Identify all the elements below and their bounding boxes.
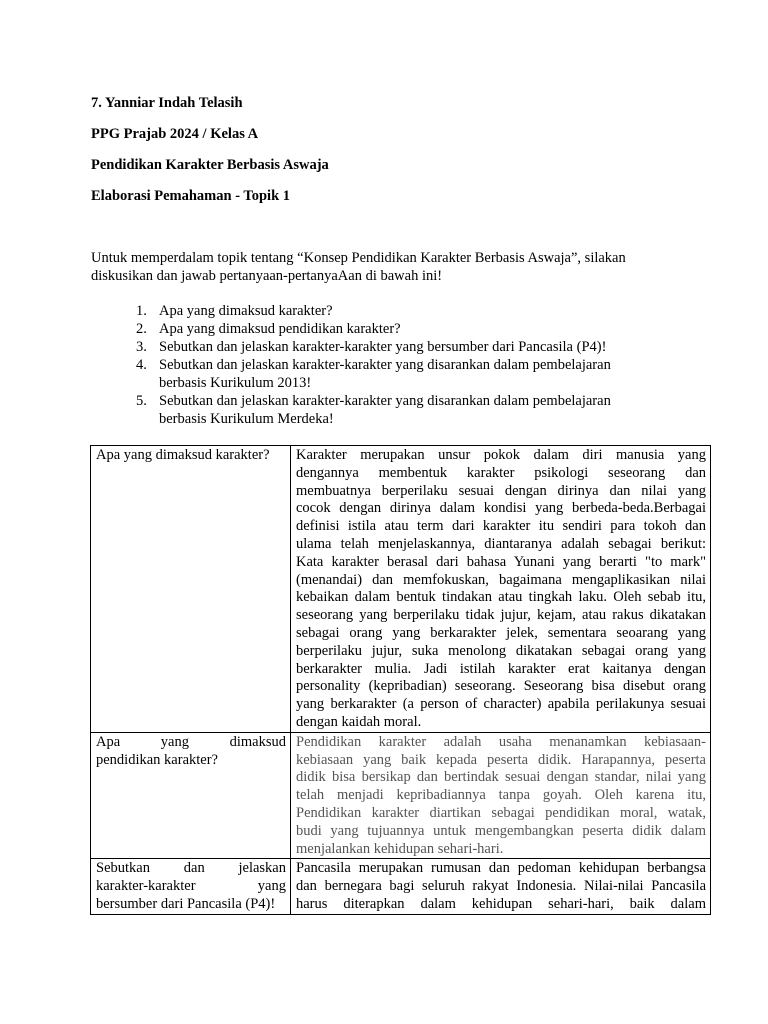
- cell-line: Pendidikan karakter diartikan sebagai pendidikan moral, watak,: [296, 804, 706, 821]
- program-class: PPG Prajab 2024 / Kelas A: [91, 126, 259, 142]
- question-item: [91, 320, 681, 338]
- cell-line: sebagai orang yang berkarakter jelek, sementara seoarang yang: [296, 624, 706, 641]
- cell-line: Sebutkan dan jelaskan: [96, 860, 286, 877]
- cell-line: pendidikan karakter?: [96, 751, 218, 768]
- question-cell: [91, 446, 291, 733]
- cell-line: Kata karakter berasal dari bahasa Yunani yang berarti "to mark": [296, 553, 706, 570]
- cell-line: definisi istila atau term dari karakter itu sendiri para tokoh dan: [296, 518, 706, 535]
- cell-line: berkarakter mulia. Jadi istilah karakter erat kaitanya dengan: [296, 660, 706, 677]
- answer-cell: [291, 859, 711, 914]
- table-row: [91, 859, 711, 914]
- answer-cell: [291, 446, 711, 733]
- cell-line: menjalankan kehidupan sehari-hari.: [296, 840, 504, 857]
- intro-paragraph: [91, 249, 681, 285]
- cell-line: kebiasaan yang baik kepada peserta didik. Harapannya, peserta: [296, 751, 706, 768]
- table-row: [91, 732, 711, 859]
- cell-line: budi yang tujuannya untuk mengembangkan peserta didik dalam: [296, 822, 706, 839]
- cell-line: yang berkarakter (a person of character) apabila perilakunya sesuai: [296, 696, 706, 713]
- qa-table: [90, 445, 711, 915]
- cell-line: berperilaku jujur, suka menolong dikatakan sebagai orang yang: [296, 642, 706, 659]
- question-text: Sebutkan dan jelaskan karakter-karakter yang bersumber dari Pancasila (P4)!: [159, 339, 607, 355]
- cell-line: didik bisa bersikap dan bertindak sesuai dengan standar, nilai yang: [296, 769, 706, 786]
- question-number: 5.: [136, 393, 147, 409]
- cell-line: personality (kepribadian) seseorang. Seseorang bisa disebut orang: [296, 678, 706, 695]
- cell-line: kebaikan dalam bentuk tindakan atau tingkah laku. Oleh sebab itu,: [296, 589, 706, 606]
- cell-line: dengannya membentuk karakter psikologi seseorang dan: [296, 464, 706, 481]
- question-text: berbasis Kurikulum Merdeka!: [159, 411, 334, 427]
- answer-cell: [291, 732, 711, 859]
- cell-line: dan bernegara bagi seluruh rakyat Indonesia. Nilai-nilai Pancasila: [296, 878, 706, 895]
- question-text: Sebutkan dan jelaskan karakter-karakter yang disarankan dalam pembelajaran: [159, 393, 611, 409]
- question-text: Apa yang dimaksud karakter?: [159, 303, 333, 319]
- cell-line: cocok dengan dirinya dalam kondisi yang berbeda-beda.Berbagai: [296, 500, 706, 517]
- question-text: Apa yang dimaksud pendidikan karakter?: [159, 321, 401, 337]
- question-item: [91, 356, 681, 392]
- cell-line: harus diterapkan dalam kehidupan sehari-hari, baik dalam: [296, 895, 706, 912]
- question-item: [91, 302, 681, 320]
- cell-line: bersumber dari Pancasila (P4)!: [96, 895, 276, 912]
- cell-line: Pendidikan karakter adalah usaha menanamkan kebiasaan-: [296, 733, 706, 750]
- cell-line: (menandai) dan memfokuskan, bagaimana mengaplikasikan nilai: [296, 571, 706, 588]
- cell-line: Pancasila merupakan rumusan dan pedoman kehidupan berbangsa: [296, 860, 706, 877]
- question-item: [91, 392, 681, 428]
- cell-line: Apa yang dimaksud karakter?: [96, 447, 270, 463]
- cell-line: telah menjadi kepribadiannya tanpa goyah. Oleh karena itu,: [296, 787, 706, 804]
- cell-line: dengan kaidah moral.: [296, 713, 422, 730]
- assignment-title: Elaborasi Pemahaman - Topik 1: [91, 188, 291, 204]
- question-number: 2.: [136, 321, 147, 337]
- course-title: Pendidikan Karakter Berbasis Aswaja: [91, 157, 329, 173]
- question-cell: [91, 859, 291, 914]
- table-row: [91, 446, 711, 733]
- intro-line: Untuk memperdalam topik tentang “Konsep Pendidikan Karakter Berbasis Aswaja”, silakan: [91, 250, 626, 266]
- student-name: 7. Yanniar Indah Telasih: [91, 95, 243, 111]
- cell-line: membuatnya berperilaku sesuai dengan dirinya dan nilai yang: [296, 482, 706, 499]
- question-cell: [91, 732, 291, 859]
- cell-line: karakter-karakter yang: [96, 878, 286, 895]
- question-item: [91, 338, 681, 356]
- question-number: 4.: [136, 357, 147, 373]
- question-text: Sebutkan dan jelaskan karakter-karakter yang disarankan dalam pembelajaran: [159, 357, 611, 373]
- intro-line: diskusikan dan jawab pertanyaan-pertanyaAan di bawah ini!: [91, 268, 443, 284]
- question-list: [91, 302, 681, 428]
- cell-line: ulama telah menjelaskannya, diantaranya adalah sebagai berikut:: [296, 535, 706, 552]
- cell-line: Karakter merupakan unsur pokok dalam diri manusia yang: [296, 447, 706, 463]
- question-text: berbasis Kurikulum 2013!: [159, 375, 312, 391]
- question-number: 1.: [136, 303, 147, 319]
- question-number: 3.: [136, 339, 147, 355]
- cell-line: Apa yang dimaksud: [96, 733, 286, 750]
- cell-line: seseorang yang berperilaku tidak jujur, kejam, atau rakus dikatakan: [296, 607, 706, 624]
